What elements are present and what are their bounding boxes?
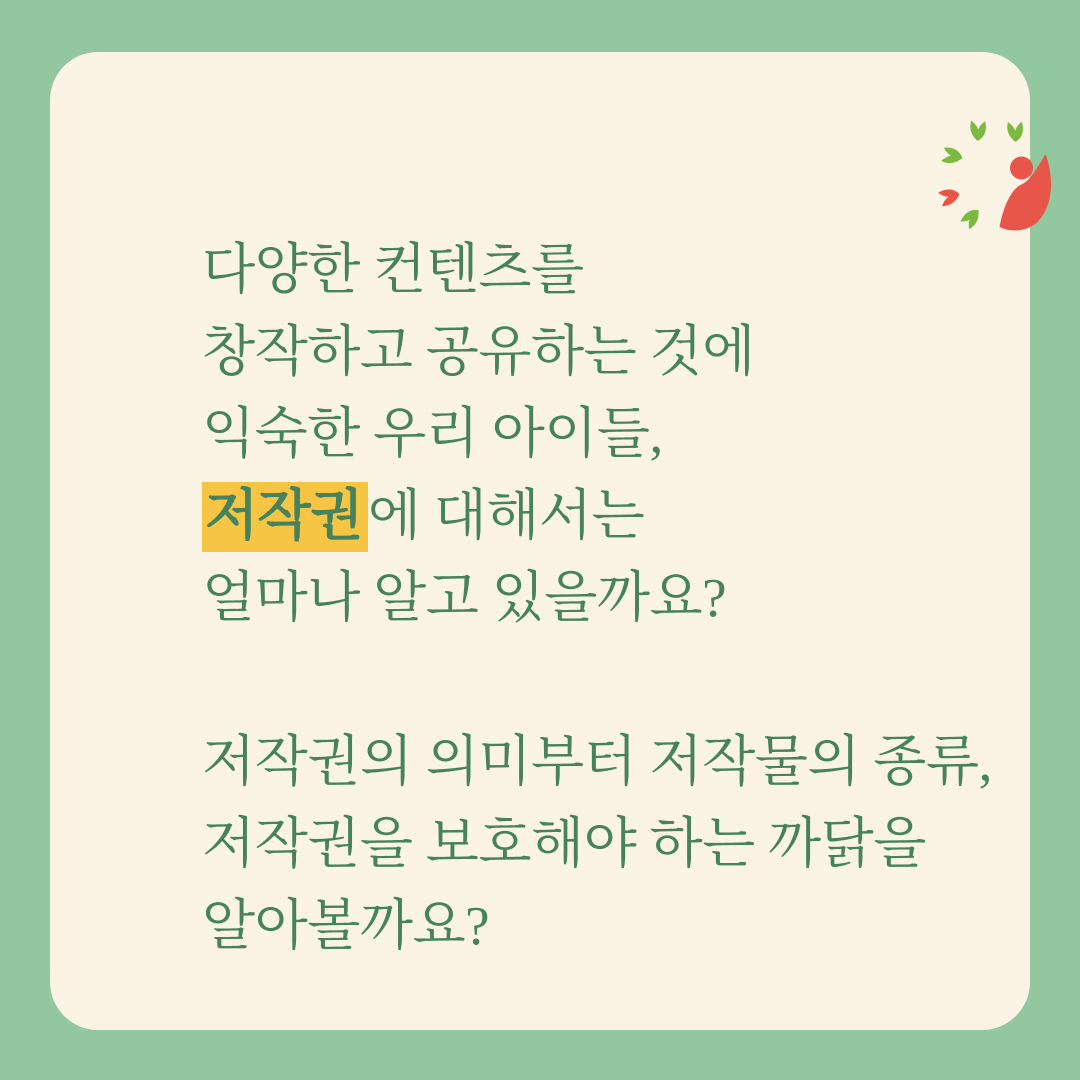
text-line: 저작권의 의미부터 저작물의 종류, — [202, 731, 992, 792]
red-figure — [938, 154, 1051, 230]
main-text — [202, 229, 1032, 967]
figure-head — [1010, 157, 1033, 180]
text-line: 저작권을 보호해야 하는 까닭을 — [202, 813, 926, 874]
text-line: 얼마나 알고 있을까요? — [202, 567, 727, 628]
closing-paragraph — [202, 721, 1032, 967]
text-line: 창작하고 공유하는 것에 — [202, 321, 755, 382]
highlighted-keyword: 저작권 — [202, 482, 368, 552]
text-line: 알아볼까요? — [202, 895, 490, 956]
text-line-with-highlight — [202, 475, 1032, 557]
content-card — [50, 52, 1030, 1030]
intro-paragraph — [202, 229, 1032, 639]
text-after-highlight: 에 대해서는 — [367, 485, 645, 546]
text-line: 익숙한 우리 아이들, — [202, 403, 663, 464]
text-line: 다양한 컨텐츠를 — [202, 239, 584, 300]
